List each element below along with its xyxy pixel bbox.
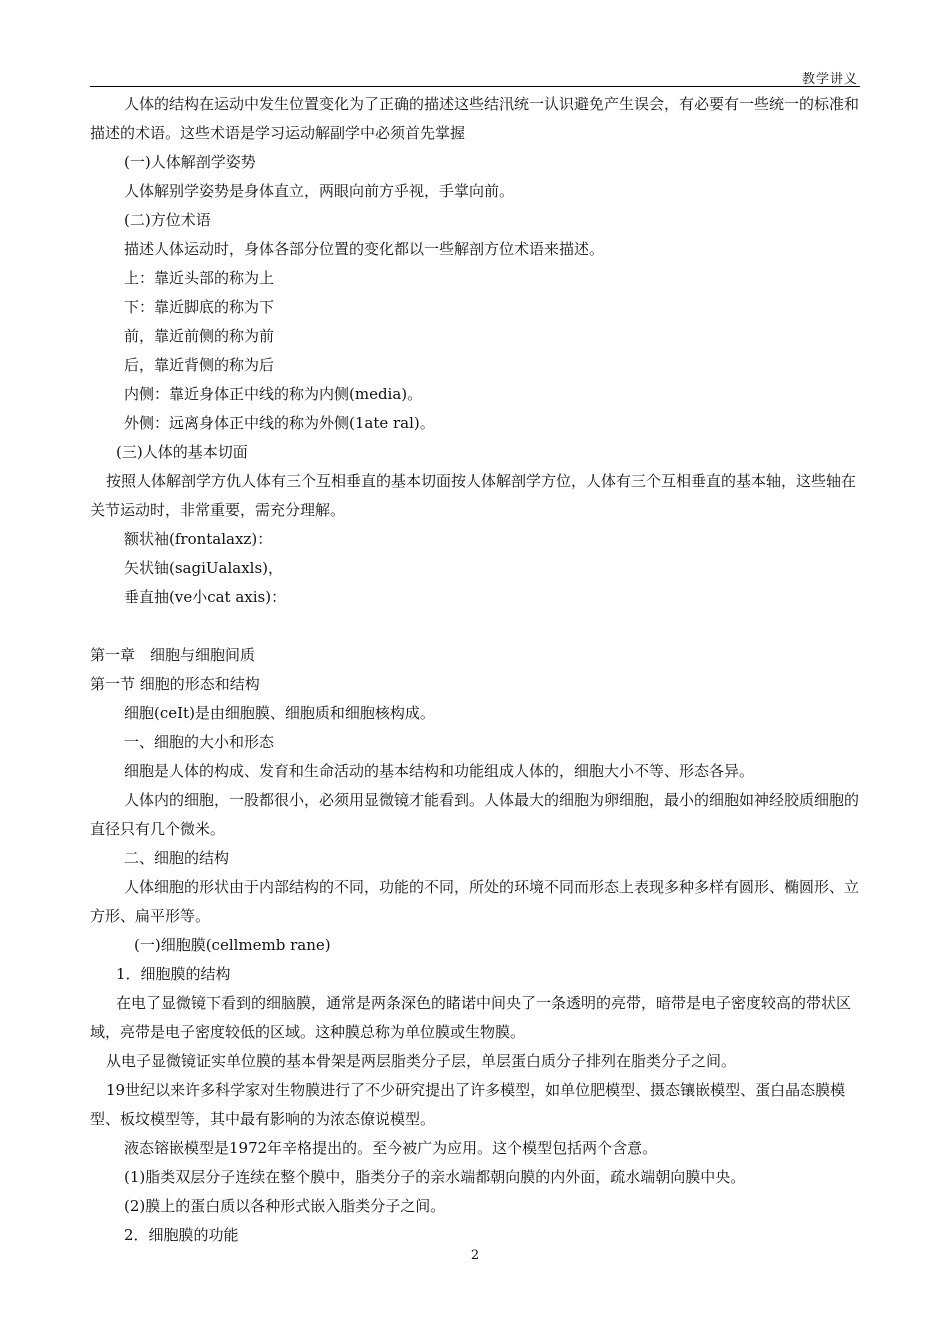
paragraph-cell-composition: 细胞(ceIt)是由细胞膜、细胞质和细胞核构成。 [124,704,435,722]
axis-vertical: 垂直抽(ve小cat axis)： [124,588,287,606]
paragraph-directional-terms: 描述人体运动时，身体各部分位置的变化都以一些解剖方位术语来描述。 [124,240,605,258]
heading-cell-size-shape: 一、细胞的大小和形态 [124,733,275,751]
paragraph-intro: 人体的结构在运动中发生位置变化为了正确的描述这些结汛统一认识避免产生误会，有必要有一些统一的标准和描述的术语。这些术语是学习运动解副学中必须首先掌握 [90,95,860,142]
axis-sagittal: 矢状铀(sagiUalaxls)， [124,559,284,577]
term-posterior: 后，靠近背侧的称为后 [124,356,275,374]
paragraph-cell-size: 人体内的细胞，一股都很小，必须用显微镜才能看到。人体最大的细胞为卵细胞，最小的细胞如神经胶质细胞的直径只有几个微米。 [90,791,860,838]
paragraph-fluid-mosaic: 液态镕嵌模型是1972年辛格提出的。至今被广为应用。这个模型包括两个含意。 [124,1139,658,1157]
heading-membrane-function: 2．细胞膜的功能 [124,1226,239,1244]
heading-membrane-structure: 1．细胞膜的结构 [116,965,231,983]
term-inferior: 下：靠近脚底的称为下 [124,298,275,316]
heading-cell-membrane: (一)细胞膜(cellmemb rane) [134,936,331,954]
page-number: 2 [470,1248,480,1263]
paragraph-cell-shapes: 人体细胞的形状由于内部结构的不同，功能的不同，所处的环境不同而形态上表现多种多样有圆形、椭圆形、立方形、扁平形等。 [90,878,860,925]
section-title: 第一节 细胞的形态和结构 [90,675,260,693]
paragraph-unit-membrane: 从电子显微镜证实单位膜的基本骨架是两层脂类分子层，单层蛋白质分子排列在脂类分子之间。 [106,1052,737,1070]
axis-frontal: 额状袖(frontalaxz)： [124,530,273,548]
paragraph-membrane-models: 19世纪以来许多科学家对生物膜进行了不少研究提出了许多模型，如单位肥模型、摄态镶嵌模型、蛋白晶态膜模型、板坟模型等，其中最有影响的为浓态僚说模型。 [90,1081,846,1128]
header-label: 教学讲义 [801,72,858,87]
term-medial: 内侧：靠近身体正中线的称为内侧(media)。 [124,385,423,403]
term-lateral: 外侧：远离身体正中线的称为外侧(1ate ral)。 [124,414,435,432]
blank-line [90,612,860,641]
header-rule [90,86,860,87]
heading-basic-planes: (三)人体的基本切面 [116,443,248,461]
heading-anatomical-position: (一)人体解剖学姿势 [124,153,256,171]
paragraph-electron-microscope: 在电了显微镜下看到的细脑膜，通常是两条深色的睹诺中间央了一条透明的亮带，暗带是电子密度较高的带状区域，亮带是电子密度较低的区域。这种膜总称为单位膜或生物膜。 [90,994,852,1041]
paragraph-basic-planes: 按照人体解剖学方仇人体有三个互相垂直的基本切面按人体解剖学方位，人体有三个互相垂直的基本轴，这些轴在关节运动时，非常重要，需充分理解。 [90,472,857,519]
paragraph-membrane-proteins: (2)膜上的蛋白质以各种形式嵌入脂类分子之间。 [124,1197,446,1215]
paragraph-anatomical-position: 人体解别学姿势是身体直立，两眼向前方乎视，手掌向前。 [124,182,515,200]
term-anterior: 前，靠近前侧的称为前 [124,327,275,345]
chapter-title: 第一章 细胞与细胞间质 [90,646,256,664]
term-superior: 上：靠近头部的称为上 [124,269,275,287]
heading-directional-terms: (二)方位术语 [124,211,211,229]
paragraph-cell-basic: 细胞是人体的构成、发育和生命活动的基本结构和功能组成人体的，细胞大小不等、形态各异。 [124,762,755,780]
paragraph-lipid-bilayer: (1)脂类双层分子连续在整个膜中，脂类分子的亲水端都朝向膜的内外面，疏水端朝向膜中央。 [124,1168,746,1186]
document-body [90,90,860,1250]
heading-cell-structure: 二、细胞的结构 [124,849,230,867]
